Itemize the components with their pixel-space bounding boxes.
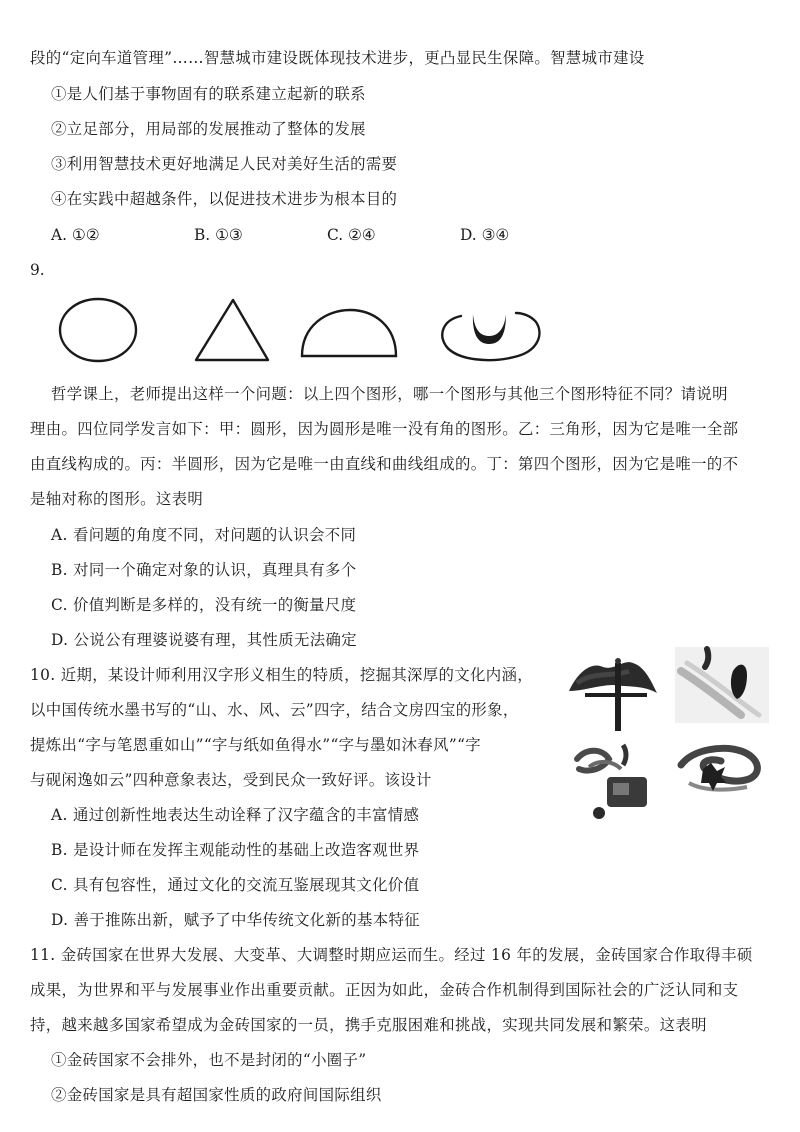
q10-option-d: D. 善于推陈出新，赋予了中华传统文化新的基本特征 (51, 911, 420, 929)
q10-stem-line-2: 以中国传统水墨书写的“山、水、风、云”四字，结合文房四宝的形象， (30, 701, 519, 719)
q10-option-b: B. 是设计师在发挥主观能动性的基础上改造客观世界 (51, 841, 420, 859)
q8-stem-tail: 段的“定向车道管理”……智慧城市建设既体现技术进步，更凸显民生保障。智慧城市建设 (30, 49, 645, 67)
ink-panel-water (675, 647, 769, 723)
ink-calligraphy-image (563, 641, 773, 831)
q8-option-d: D. ③④ (460, 226, 510, 244)
q9-stem-line-2: 理由。四位同学发言如下：甲：圆形，因为圆形是唯一没有角的图形。乙：三角形，因为它是唯一全部 (30, 420, 739, 438)
q8-option-c: C. ②④ (327, 226, 376, 244)
q11-stem-line-1: 11. 金砖国家在世界大发展、大变革、大调整时期应运而生。经过 16 年的发展，金砖国家合作取得丰硕 (30, 946, 753, 964)
q9-option-a: A. 看问题的角度不同，对问题的认识会不同 (51, 526, 357, 544)
q8-item-3: ③利用智慧技术更好地满足人民对美好生活的需要 (51, 155, 398, 173)
q11-stem-line-2: 成果，为世界和平与发展事业作出重要贡献。正因为如此，金砖合作机制得到国际社会的广泛认同和支 (30, 981, 739, 999)
q8-item-1: ①是人们基于事物固有的联系建立起新的联系 (51, 85, 366, 103)
q10-stem-line-4: 与砚闲逸如云”四种意象表达，受到民众一致好评。该设计 (30, 771, 432, 789)
asymmetric-figure (442, 313, 539, 360)
q11-stem-line-3: 持，越来越多国家希望成为金砖国家的一员，携手克服困难和挑战，实现共同发展和繁荣。这表明 (30, 1016, 707, 1034)
q9-stem-line-4: 是轴对称的图形。这表明 (30, 490, 204, 508)
q9-option-c: C. 价值判断是多样的，没有统一的衡量尺度 (51, 596, 357, 614)
q8-option-b: B. ①③ (194, 226, 243, 244)
q10-option-c: C. 具有包容性，通过文化的交流互鉴展现其文化价值 (51, 876, 420, 894)
ink-panel-mountain (569, 658, 657, 731)
q10-option-a: A. 通过创新性地表达生动诠释了汉字蕴含的丰富情感 (51, 806, 420, 824)
q11-item-2: ②金砖国家是具有超国家性质的政府间国际组织 (51, 1086, 382, 1104)
q9-option-b: B. 对同一个确定对象的认识，真理具有多个 (51, 561, 357, 579)
q11-item-1: ①金砖国家不会排外，也不是封闭的“小圈子” (51, 1051, 367, 1069)
semicircle-figure (302, 310, 396, 356)
q9-stem-line-3: 由直线构成的。丙：半圆形，因为它是唯一由直线和曲线组成的。丁：第四个图形，因为它是唯一的不 (30, 455, 739, 473)
q9-stem-line-1: 哲学课上，老师提出这样一个问题：以上四个图形，哪一个图形与其他三个图形特征不同？请说明 (51, 385, 728, 403)
ink-panel-wind (577, 745, 647, 819)
q8-item-2: ②立足部分，用局部的发展推动了整体的发展 (51, 120, 366, 138)
q8-item-4: ④在实践中超越条件，以促进技术进步为根本目的 (51, 190, 398, 208)
q9-number: 9. (30, 261, 45, 279)
q10-stem-line-1: 10. 近期，某设计师利用汉字形义相生的特质，挖掘其深厚的文化内涵， (30, 666, 533, 684)
triangle-figure (196, 300, 268, 360)
q9-option-d: D. 公说公有理婆说婆有理，其性质无法确定 (51, 631, 357, 649)
q8-option-a: A. ①② (51, 226, 100, 244)
circle-figure (60, 299, 136, 361)
ink-panel-cloud (681, 748, 757, 791)
q10-stem-line-3: 提炼出“字与笔恩重如山”“字与纸如鱼得水”“字与墨如沐春风”“字 (30, 736, 482, 754)
q9-figures (50, 290, 580, 370)
